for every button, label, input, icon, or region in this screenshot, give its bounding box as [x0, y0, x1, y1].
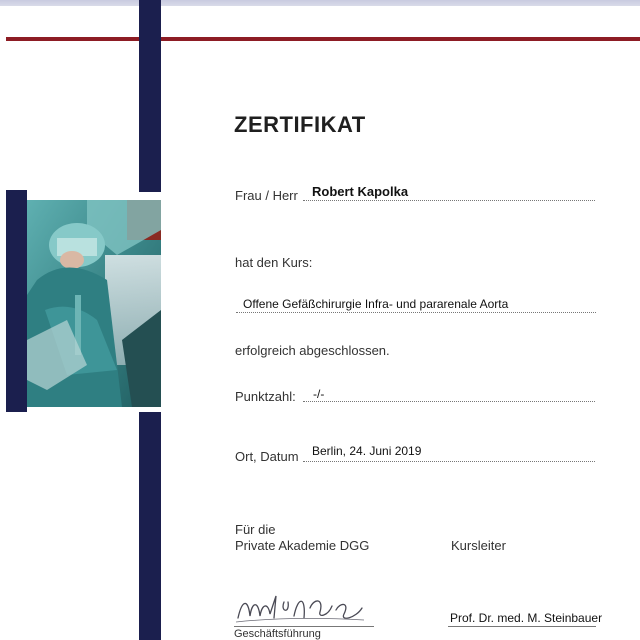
completion-text: erfolgreich abgeschlossen.: [235, 343, 390, 358]
course-name: Offene Gefäßchirurgie Infra- und pararenale Aorta: [243, 297, 509, 311]
management-signature-line: [234, 626, 374, 627]
header-red-rule: [6, 37, 640, 41]
course-leader-name: Prof. Dr. med. M. Steinbauer: [450, 611, 603, 625]
recipient-name: Robert Kapolka: [312, 184, 409, 199]
organization-name: Private Akademie DGG: [235, 538, 370, 553]
points-dotted-line: [303, 401, 595, 402]
place-date-dotted-line: [303, 461, 595, 462]
points-value: -/-: [313, 387, 325, 401]
navy-vertical-bar-top: [139, 0, 161, 192]
handwritten-signature: [232, 588, 372, 628]
top-decorative-band: [0, 0, 640, 6]
certificate-title: ZERTIFIKAT: [234, 112, 366, 137]
course-dotted-line: [236, 312, 596, 313]
recipient-label: Frau / Herr: [235, 188, 298, 203]
for-label: Für die: [235, 522, 276, 537]
course-label: hat den Kurs:: [235, 255, 313, 270]
surgeon-photo-illustration: [27, 200, 161, 407]
place-date-label: Ort, Datum: [235, 449, 299, 464]
points-label: Punktzahl:: [235, 389, 296, 404]
navy-vertical-bar-left: [6, 190, 27, 412]
navy-vertical-bar-bottom: [139, 412, 161, 640]
place-date-value: Berlin, 24. Juni 2019: [312, 444, 422, 458]
course-leader-signature-line: [448, 626, 596, 627]
recipient-dotted-line: [303, 200, 595, 201]
management-label: Geschäftsführung: [234, 628, 321, 640]
surgeon-photo: [27, 200, 161, 407]
course-leader-label: Kursleiter: [451, 538, 506, 553]
